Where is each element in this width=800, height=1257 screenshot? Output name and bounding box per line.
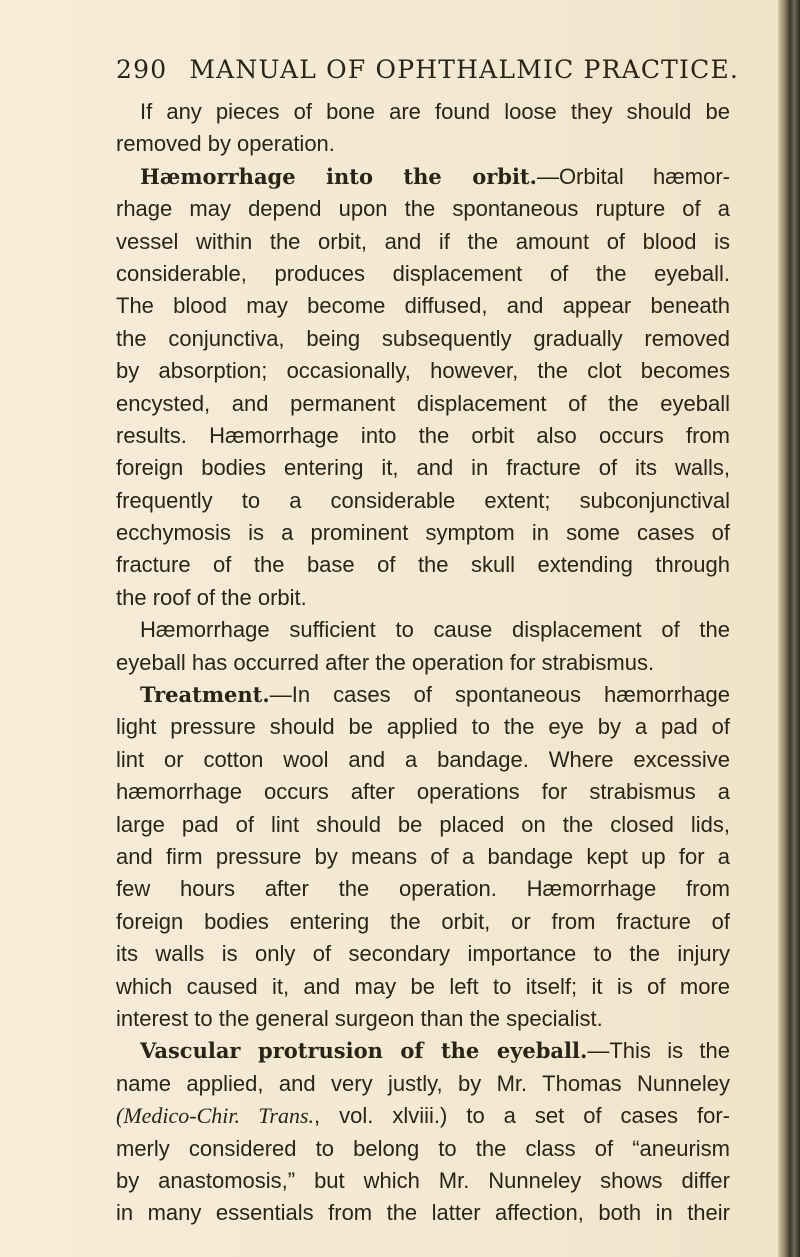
- text-line: lint or cotton wool and a bandage. Where excessive: [116, 746, 730, 772]
- text-run: —This is the: [587, 1038, 730, 1064]
- text-line: removed by operation.: [116, 131, 335, 157]
- book-binding-edge: [778, 0, 800, 1257]
- text-line: large pad of lint should be placed on the closed lids,: [116, 811, 730, 837]
- section-heading-vascular-protrusion: Vascular protrusion of the eyeball.: [140, 1038, 588, 1064]
- text-line: Hæmorrhage sufficient to cause displacement of the: [140, 617, 730, 643]
- text-line: [116, 679, 730, 711]
- text-line: fracture of the base of the skull extending through: [116, 552, 730, 578]
- text-line: considerable, produces displacement of the eyeball.: [116, 260, 730, 286]
- text-line: The blood may become diffused, and appear beneath: [116, 293, 730, 319]
- section-heading-treatment: Treatment.: [140, 682, 270, 708]
- citation-italic: (Medico-Chir. Trans.: [116, 1103, 315, 1129]
- text-line: ecchymosis is a prominent symptom in some cases of: [116, 520, 730, 546]
- text-line: foreign bodies entering it, and in fracture of its walls,: [116, 455, 730, 481]
- text-line: in many essentials from the latter affection, both in their: [116, 1200, 730, 1226]
- running-title: MANUAL OF OPHTHALMIC PRACTICE.: [189, 55, 740, 84]
- text-line: If any pieces of bone are found loose they should be: [140, 99, 730, 124]
- section-heading-haemorrhage: Hæmorrhage into the orbit.: [140, 163, 537, 189]
- text-line: by absorption; occasionally, however, the clot becomes: [116, 358, 730, 384]
- text-run: —In cases of spontaneous hæmorrhage: [269, 682, 730, 708]
- text-run: —Orbital hæmor-: [536, 163, 730, 189]
- text-line: hæmorrhage occurs after operations for strabismus a: [116, 779, 730, 805]
- text-line: foreign bodies entering the orbit, or from fracture of: [116, 908, 730, 934]
- text-line: eyeball has occurred after the operation for strabismus.: [116, 649, 655, 675]
- text-line: vessel within the orbit, and if the amount of blood is: [116, 228, 730, 254]
- text-line: light pressure should be applied to the eye by a pad of: [116, 714, 730, 740]
- page-number: 290: [116, 55, 168, 84]
- text-line: by anastomosis,” but which Mr. Nunneley shows differ: [116, 1167, 730, 1193]
- text-line: [116, 1035, 730, 1067]
- text-line: its walls is only of secondary importance to the injury: [116, 941, 730, 967]
- text-line: frequently to a considerable extent; subconjunctival: [116, 487, 730, 513]
- text-line: and firm pressure by means of a bandage kept up for a: [116, 843, 730, 869]
- text-line: few hours after the operation. Hæmorrhage from: [116, 876, 730, 902]
- text-line: [116, 161, 730, 193]
- text-line: name applied, and very justly, by Mr. Thomas Nunneley: [116, 1070, 730, 1096]
- text-line: interest to the general surgeon than the specialist.: [116, 1005, 603, 1031]
- text-line: [116, 1100, 730, 1132]
- page-body: [116, 96, 730, 1230]
- text-line: results. Hæmorrhage into the orbit also occurs from: [116, 422, 730, 448]
- page-header: [116, 55, 739, 84]
- text-line: merly considered to belong to the class of “aneurism: [116, 1135, 730, 1161]
- text-line: which caused it, and may be left to itself; it is of more: [116, 973, 730, 999]
- text-line: rhage may depend upon the spontaneous rupture of a: [116, 196, 730, 222]
- text-line: encysted, and permanent displacement of the eyeball: [116, 390, 730, 416]
- text-line: the roof of the orbit.: [116, 584, 307, 610]
- text-run: , vol. xlviii.) to a set of cases for-: [314, 1103, 730, 1129]
- text-line: the conjunctiva, being subsequently gradually removed: [116, 325, 730, 351]
